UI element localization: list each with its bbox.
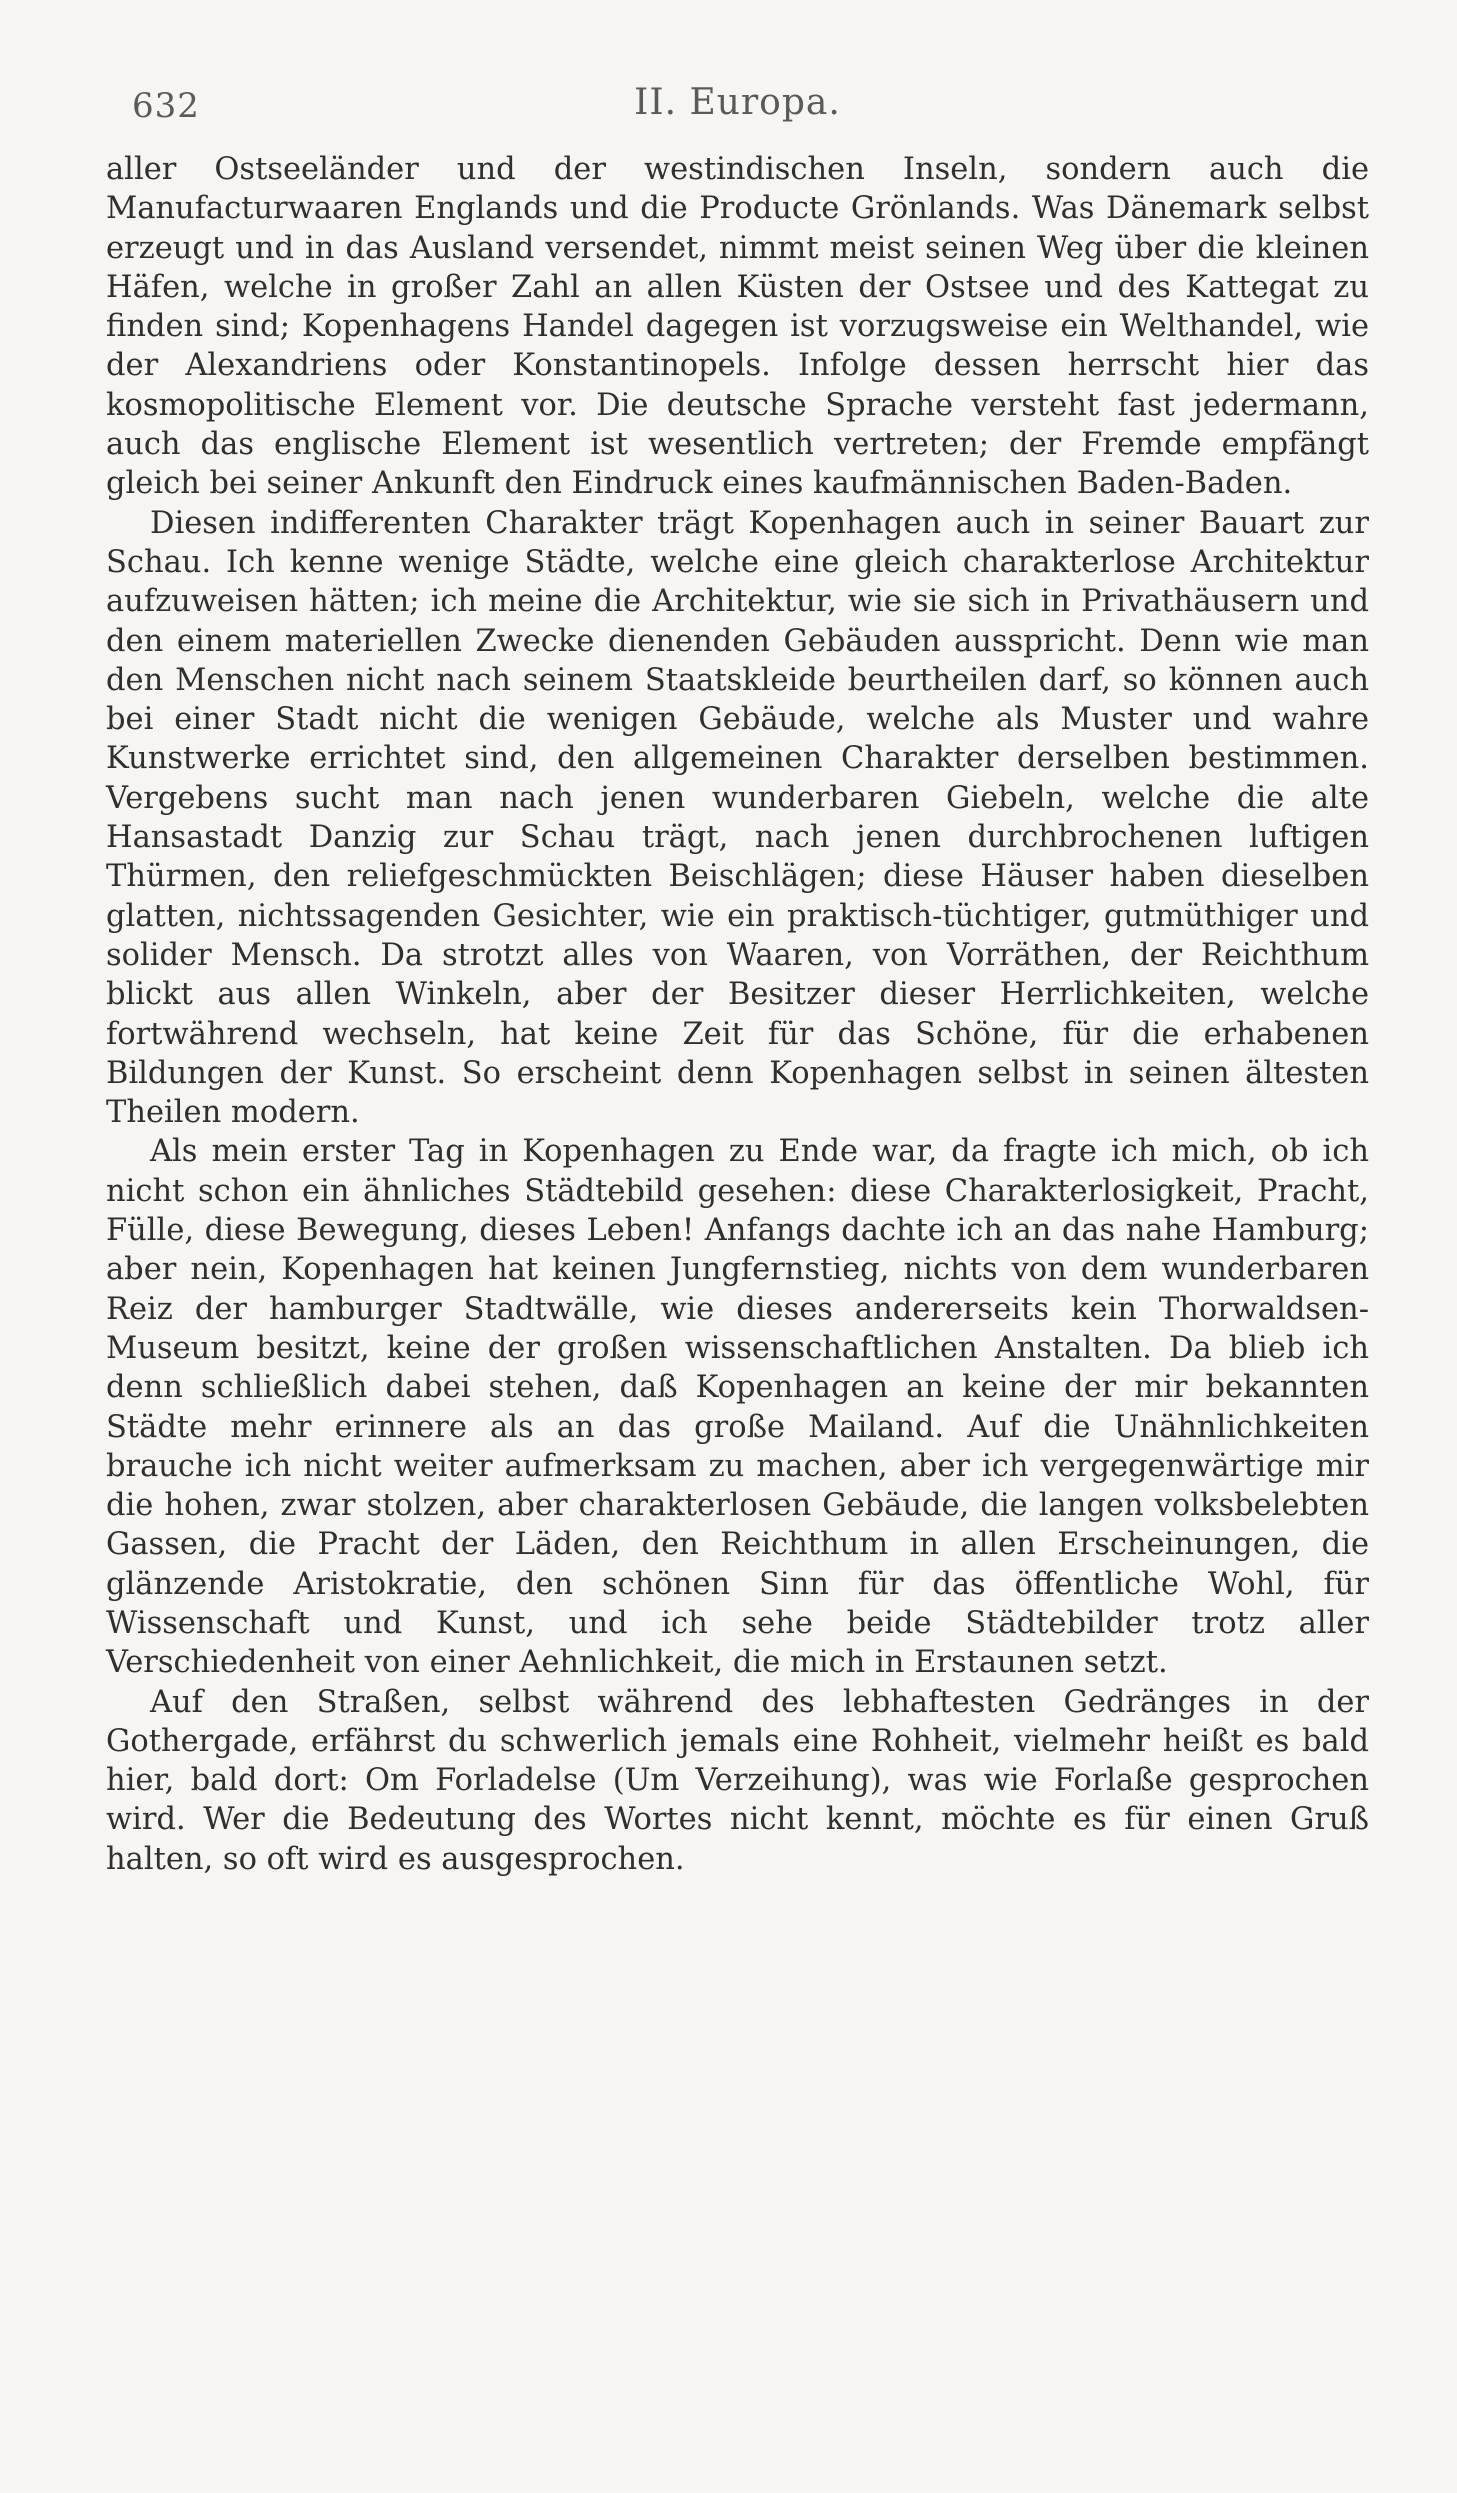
page-number: 632: [132, 86, 200, 126]
section-title: II. Europa.: [634, 82, 841, 123]
paragraph: Diesen indifferenten Charakter trägt Kopenhagen auch in seiner Bauart zur Schau. Ich kenne wenige Städte, welche eine gleich charakterlose Architektur aufzuweisen hätten; ich meine die Architektur, wie sie sich in Privathäusern und den einem materiellen Zwecke dienenden Gebäuden ausspricht. Denn wie man den Menschen nicht nach seinem Staatskleide beurtheilen darf, so können auch bei einer Stadt nicht die wenigen Gebäude, welche als Muster und wahre Kunstwerke errichtet sind, den allgemeinen Charakter derselben bestimmen. Vergebens sucht man nach jenen wunderbaren Giebeln, welche die alte Hansastadt Danzig zur Schau trägt, nach jenen durchbrochenen luftigen Thürmen, den reliefgeschmückten Beischlägen; diese Häuser haben dieselben glatten, nichtssagenden Gesichter, wie ein praktisch-tüchtiger, gutmüthiger und solider Mensch. Da strotzt alles von Waaren, von Vorräthen, der Reichthum blickt aus allen Winkeln, aber der Besitzer dieser Herrlichkeiten, welche fortwährend wechseln, hat keine Zeit für das Schöne, für die erhabenen Bildungen der Kunst. So erscheint denn Kopenhagen selbst in seinen ältesten Theilen modern.: [106, 505, 1369, 1131]
running-head: [106, 72, 1369, 132]
paragraph: aller Ostseeländer und der westindischen Inseln, sondern auch die Manufacturwaaren Englands und die Producte Grönlands. Was Dänemark selbst erzeugt und in das Ausland versendet, nimmt meist seinen Weg über die kleinen Häfen, welche in großer Zahl an allen Küsten der Ostsee und des Kattegat zu finden sind; Kopenhagens Handel dagegen ist vorzugsweise ein Welthandel, wie der Alexandriens oder Konstantinopels. Infolge dessen herrscht hier das kosmopolitische Element vor. Die deutsche Sprache versteht fast jedermann, auch das englische Element ist wesentlich vertreten; der Fremde empfängt gleich bei seiner Ankunft den Eindruck eines kaufmännischen Baden-Baden.: [106, 152, 1369, 502]
paragraph: Auf den Straßen, selbst während des lebhaftesten Gedränges in der Gothergade, erfährst du schwerlich jemals eine Rohheit, vielmehr heißt es bald hier, bald dort: Om Forladelse (Um Verzeihung), was wie Forlaße gesprochen wird. Wer die Bedeutung des Wortes nicht kennt, möchte es für einen Gruß halten, so oft wird es ausgesprochen.: [106, 1684, 1369, 1877]
body-text: [106, 150, 1369, 1879]
paragraph: Als mein erster Tag in Kopenhagen zu Ende war, da fragte ich mich, ob ich nicht schon ein ähnliches Städtebild gesehen: diese Charakterlosigkeit, Pracht, Fülle, diese Bewegung, dieses Leben! Anfangs dachte ich an das nahe Hamburg; aber nein, Kopenhagen hat keinen Jungfernstieg, nichts von dem wunderbaren Reiz der hamburger Stadtwälle, wie dieses andererseits kein Thorwaldsen-Museum besitzt, keine der großen wissenschaftlichen Anstalten. Da blieb ich denn schließlich dabei stehen, daß Kopenhagen an keine der mir bekannten Städte mehr erinnere als an das große Mailand. Auf die Unähnlichkeiten brauche ich nicht weiter aufmerksam zu machen, aber ich vergegenwärtige mir die hohen, zwar stolzen, aber charakterlosen Gebäude, die langen volksbelebten Gassen, die Pracht der Läden, den Reichthum in allen Erscheinungen, die glänzende Aristokratie, den schönen Sinn für das öffentliche Wohl, für Wissenschaft und Kunst, und ich sehe beide Städtebilder trotz aller Verschiedenheit von einer Aehnlichkeit, die mich in Erstaunen setzt.: [106, 1134, 1369, 1681]
